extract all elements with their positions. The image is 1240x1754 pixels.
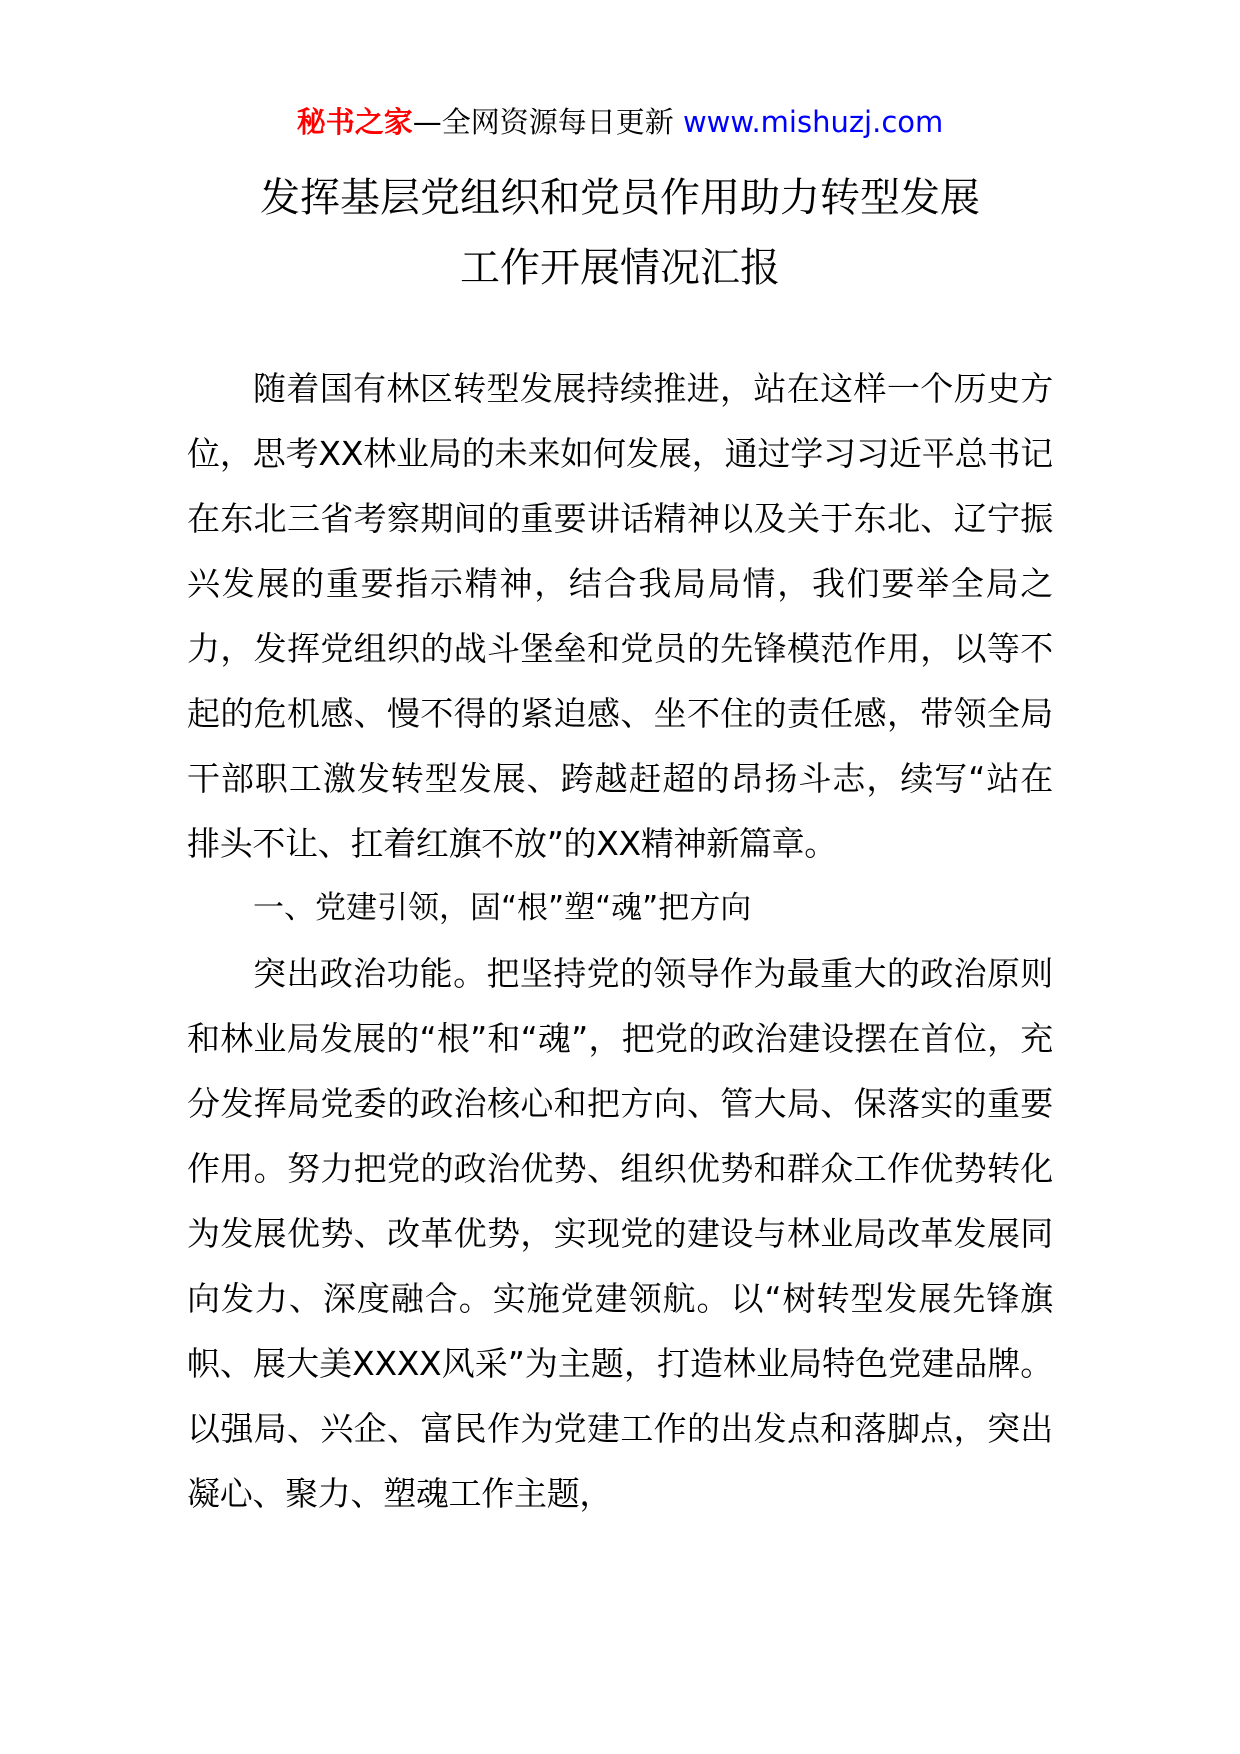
title-line-1: 发挥基层党组织和党员作用助力转型发展 [260,175,980,221]
site-tagline: —全网资源每日更新 [412,105,683,139]
title-line-2: 工作开展情况汇报 [460,245,780,291]
section-paragraph: 突出政治功能。把坚持党的领导作为最重大的政治原则和林业局发展的“根”和“魂”，把党的政治建设摆在首位，充分发挥局党委的政治核心和把方向、管大局、保落实的重要作用。努力把党的政治优势、组织优势和群众工作优势转化为发展优势、改革优势，实现党的建设与林业局改革发展同向发力、深度融合。实施党建领航。以“树转型发展先锋旗帜、展大美XXXX风采”为主题，打造林业局特色党建品牌。以强局、兴企、富民作为党建工作的出发点和落脚点，突出凝心、聚力、塑魂工作主题， [187,954,1053,1513]
intro-paragraph: 随着国有林区转型发展持续推进，站在这样一个历史方位，思考XX林业局的未来如何发展，通过学习习近平总书记在东北三省考察期间的重要讲话精神以及关于东北、辽宁振兴发展的重要指示精神，结合我局局情，我们要举全局之力，发挥党组织的战斗堡垒和党员的先锋模范作用，以等不起的危机感、慢不得的紧迫感、坐不住的责任感，带领全局干部职工激发转型发展、跨越赶超的昂扬斗志，续写“站在排头不让、扛着红旗不放”的XX精神新篇章。 [187,369,1053,863]
document-body [187,356,1053,1526]
document-title [150,163,1090,303]
site-name: 秘书之家 [296,105,413,139]
site-url-link[interactable]: www.mishuzj.com [682,105,944,139]
section-heading: 一、党建引领，固“根”塑“魂”把方向 [253,890,752,926]
site-header [0,100,1240,144]
